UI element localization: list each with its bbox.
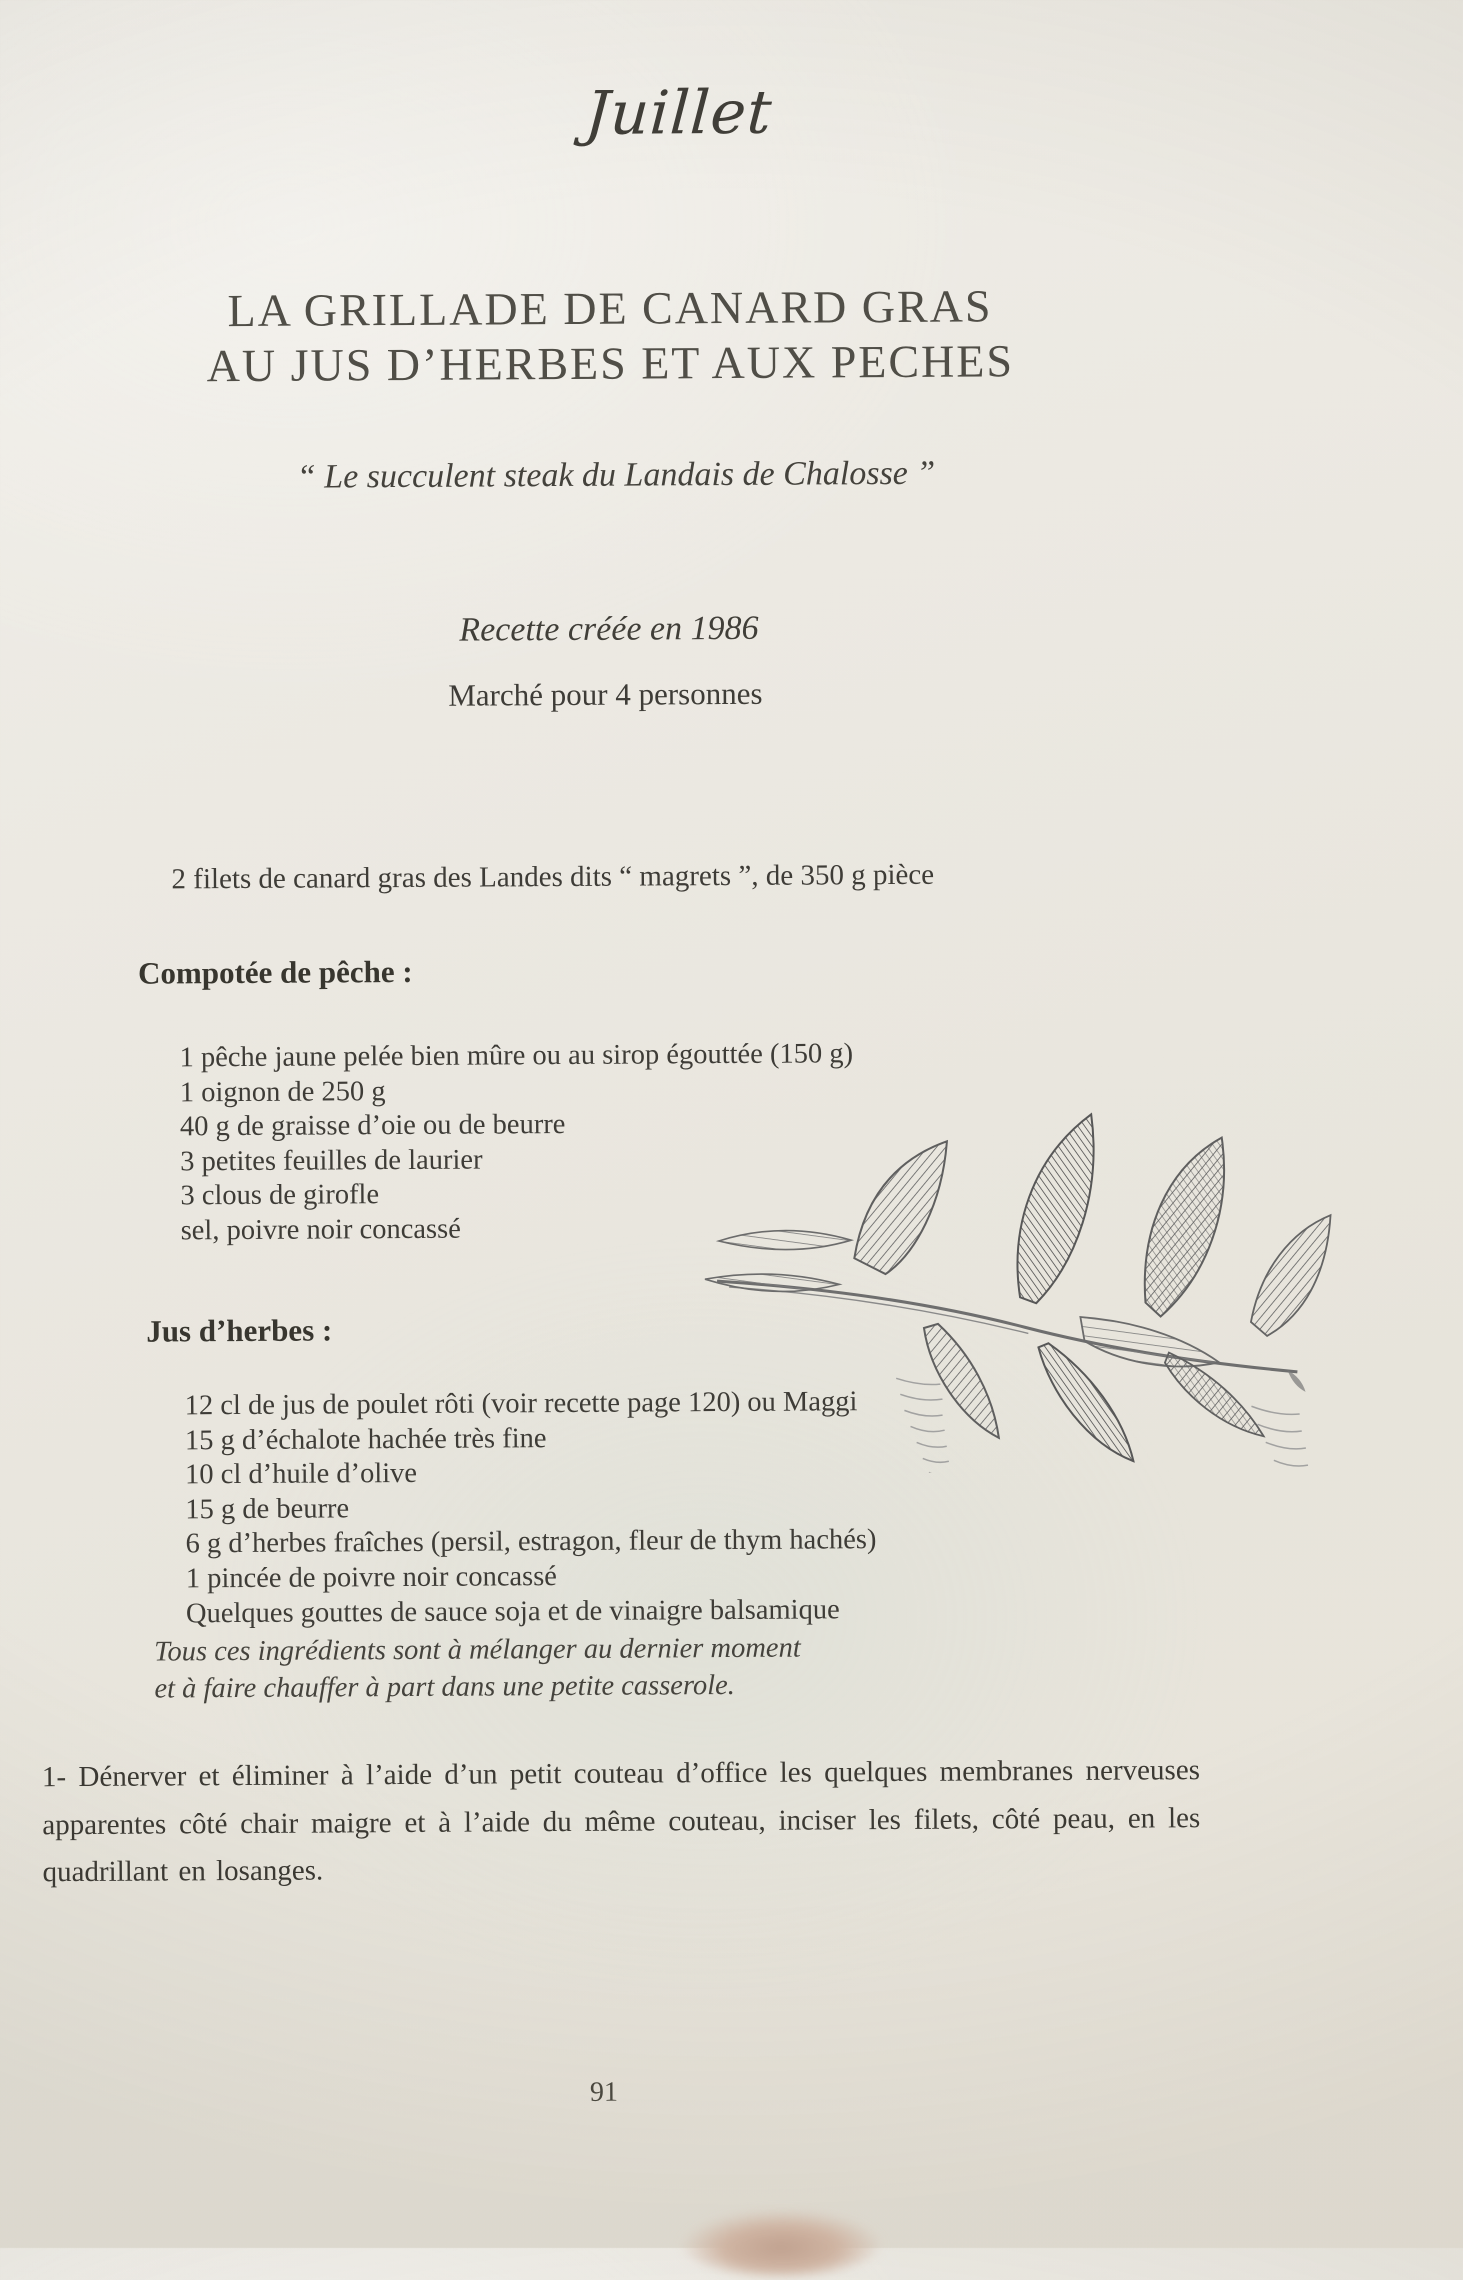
recipe-title-line1: LA GRILLADE DE CANARD GRAS xyxy=(227,280,993,337)
ingredient-item: 10 cl d’huile d’olive xyxy=(185,1458,418,1491)
section-heading-compotee: Compotée de pêche : xyxy=(137,953,413,991)
preparation-note xyxy=(154,1630,801,1708)
recipe-title-line2: AU JUS D’HERBES ET AUX PECHES xyxy=(206,335,1015,392)
recipe-subtitle: “ Le succulent steak du Landais de Chalosse ” xyxy=(296,454,936,496)
ingredient-item: 40 g de graisse d’oie ou de beurre xyxy=(179,1109,566,1143)
recipe-title xyxy=(0,277,1226,395)
ingredient-item: sel, poivre noir concassé xyxy=(180,1213,461,1247)
recipe-created-year: Recette créée en 1986 xyxy=(459,609,759,649)
ingredient-item: 1 pincée de poivre noir concassé xyxy=(185,1561,557,1595)
fingertip-at-page-edge xyxy=(679,2205,884,2276)
herb-branch-sketch-illustration xyxy=(688,1068,1342,1474)
month-header: Juillet xyxy=(583,77,775,149)
ingredient-item: 12 cl de jus de poulet rôti (voir recette page 120) ou Maggi xyxy=(184,1386,858,1422)
preparation-note-line: et à faire chauffer à part dans une petite casserole. xyxy=(154,1669,735,1705)
ingredient-item: 1 pêche jaune pelée bien mûre ou au sirop égouttée (150 g) xyxy=(179,1038,854,1074)
section-heading-jus-herbes: Jus d’herbes : xyxy=(146,1312,333,1349)
ingredient-item: 6 g d’herbes fraîches (persil, estragon, fleur de thym hachés) xyxy=(185,1524,877,1560)
page-number: 91 xyxy=(589,2076,619,2108)
ingredient-item: 1 oignon de 250 g xyxy=(179,1075,386,1108)
main-ingredient-line: 2 filets de canard gras des Landes dits “ magrets ”, de 350 g pièce xyxy=(171,858,935,896)
ingredient-item: Quelques gouttes de sauce soja et de vinaigre balsamique xyxy=(185,1593,840,1629)
ingredient-item: 15 g d’échalote hachée très fine xyxy=(184,1422,547,1456)
ingredient-item: 3 clous de girofle xyxy=(180,1179,380,1212)
ingredient-item: 15 g de beurre xyxy=(185,1493,350,1526)
step-1-paragraph: 1- Dénerver et éliminer à l’aide d’un petit couteau d’office les quelques membranes nerveuses apparentes côté chair maigre et à l’aide du même couteau, inciser les filets, côté peau, en les quadrillant en losanges. xyxy=(41,1754,1201,1889)
preparation-note-line: Tous ces ingrédients sont à mélanger au dernier moment xyxy=(154,1632,801,1668)
ingredient-item: 3 petites feuilles de laurier xyxy=(180,1144,483,1178)
servings-line: Marché pour 4 personnes xyxy=(448,675,763,713)
